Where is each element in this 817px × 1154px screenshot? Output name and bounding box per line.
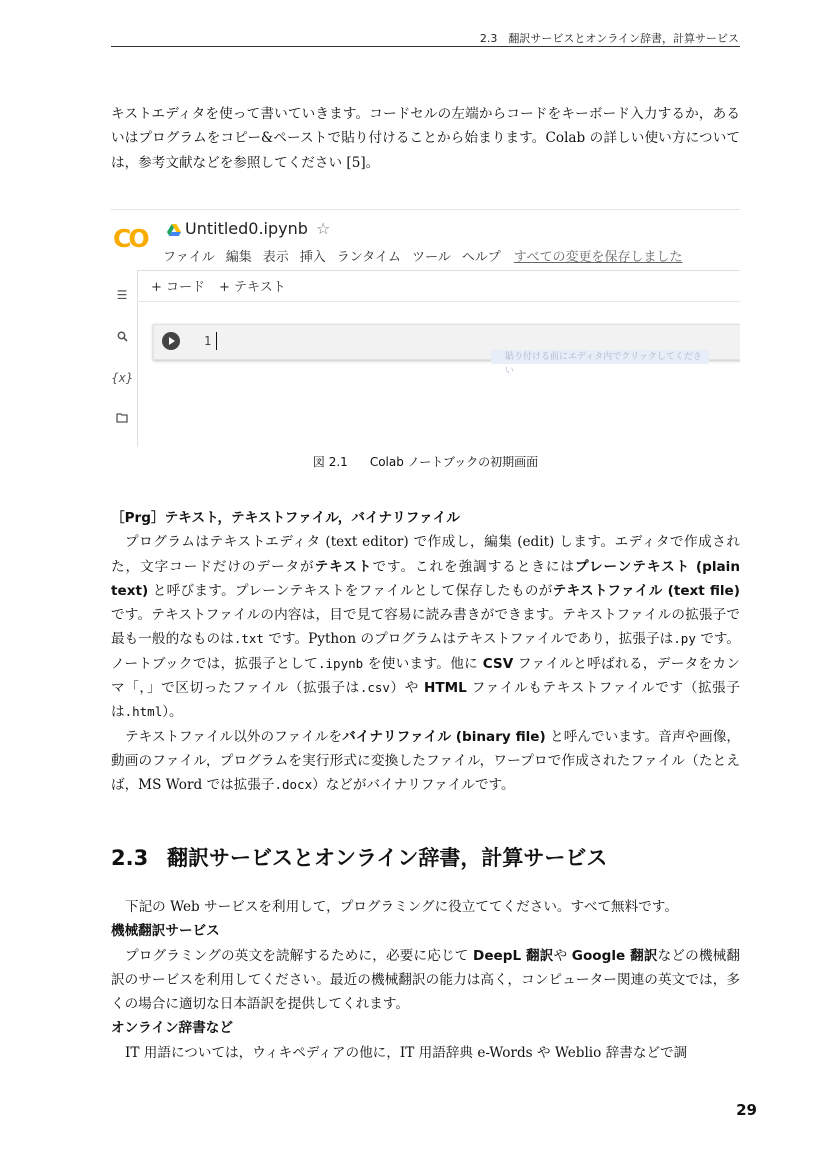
header-divider [137,270,740,271]
search-icon[interactable] [111,331,133,345]
section-number: 2.3 [111,846,149,870]
add-code-button[interactable]: + コード [151,280,206,295]
subheading-machine-translation: 機械翻訳サービス [111,923,220,940]
sidebar-divider [137,270,138,447]
running-header: 2.3 翻訳サービスとオンライン辞書，計算サービス [479,32,739,45]
prg-paragraph-1: プログラムはテキストエディタ (text editor) で作成し，編集 (edit) します。エディタで作成された，文字コードだけのデータがテキストです。これを強調するときにはプレーンテキスト (plain text) と呼びます。プレーンテキストをファイルとして保存したものがテキストファイル (text file) です。テキストファイルの内容は，目で見て容易に読み書きができます。テキストファイルの拡張子で最も一般的なものは.txt です。Python のプログラムはテキストファイルであり，拡張子は.py です。ノートブックでは，拡張子として.ipynb を使います。他に CSV ファイルと呼ばれる，データをカンマ「，」で区切ったファイル（拡張子は.csv）や HTML ファイルもテキストファイルです（拡張子は.html）。 [111,534,741,721]
menu-tools[interactable]: ツール [412,250,451,265]
paste-hint-tooltip: 貼り付ける前にエディタ内でクリックしてください [491,350,709,364]
colab-screenshot-figure [111,209,740,447]
line-number: 1 [204,334,212,348]
variables-icon[interactable]: {x} [111,371,134,385]
caption-text: Colab ノートブックの初期画面 [369,455,539,469]
menu-runtime[interactable]: ランタイム [336,250,402,265]
colab-logo: CO [113,224,147,253]
files-icon[interactable] [111,412,133,426]
page-number: 29 [736,1101,757,1119]
intro-text: キストエディタを使って書いていきます。コードセルの左端からコードをキーボード入力するか，あるいはプログラムをコピー&ペーストで貼り付けることから始まります。Colab の詳しい使い方については，参考文献などを参照してください [5]。 [111,106,740,171]
cell-toolbar [151,276,300,295]
section-title: 翻訳サービスとオンライン辞書，計算サービス [167,846,608,870]
prg-heading: ［Prg］テキスト，テキストファイル，バイナリファイル [111,510,460,526]
toc-icon[interactable]: ☰ [116,288,128,302]
menu-view[interactable]: 表示 [262,250,289,265]
folder-icon [116,413,128,423]
prg-section [111,506,740,798]
toolbar-divider [137,301,740,302]
prg-paragraph-2: テキストファイル以外のファイルをバイナリファイル (binary file) と呼んでいます。音声や画像，動画のファイル，プログラムを実行形式に変換したファイル，ワープロで作成されたファイル（たとえば，MS Word では拡張子.docx）などがバイナリファイルです。 [111,728,740,794]
menu-file[interactable]: ファイル [163,250,215,265]
notebook-name[interactable]: Untitled0.ipynb [185,219,308,238]
search-icon-glyph [117,331,128,342]
menu-help[interactable]: ヘルプ [461,250,501,265]
figure-caption [111,453,740,470]
save-status-link[interactable]: すべての変更を保存しました [513,250,683,265]
header-rule [111,46,740,47]
run-cell-icon[interactable] [162,332,180,350]
online-dictionary-paragraph: IT 用語については，ウィキペディアの他に，IT 用語辞典 e-Words や Weblio 辞書などで調 [125,1044,688,1061]
caption-label: 図 2.1 [312,455,348,469]
menu-bar [163,246,694,265]
add-text-button[interactable]: + テキスト [219,280,286,295]
section-body [111,895,740,1065]
menu-insert[interactable]: 挿入 [299,250,326,265]
menu-edit[interactable]: 編集 [225,250,252,265]
star-icon[interactable]: ☆ [316,219,331,238]
subheading-online-dictionary: オンライン辞書など [111,1020,233,1037]
google-drive-icon [167,224,181,236]
intro-paragraph [111,102,740,175]
section-intro: 下記の Web サービスを利用して，プログラミングに役立ててください。すべて無料です。 [125,899,678,915]
machine-translation-paragraph: プログラミングの英文を読解するために，必要に応じて DeepL 翻訳や Google 翻訳などの機械翻訳のサービスを利用してください。最近の機械翻訳の能力は高く，コンピューター関連の英文では，多くの場合に適切な日本語訳を提供してくれます。 [111,947,740,1013]
text-cursor [216,332,217,350]
section-heading [111,842,607,872]
